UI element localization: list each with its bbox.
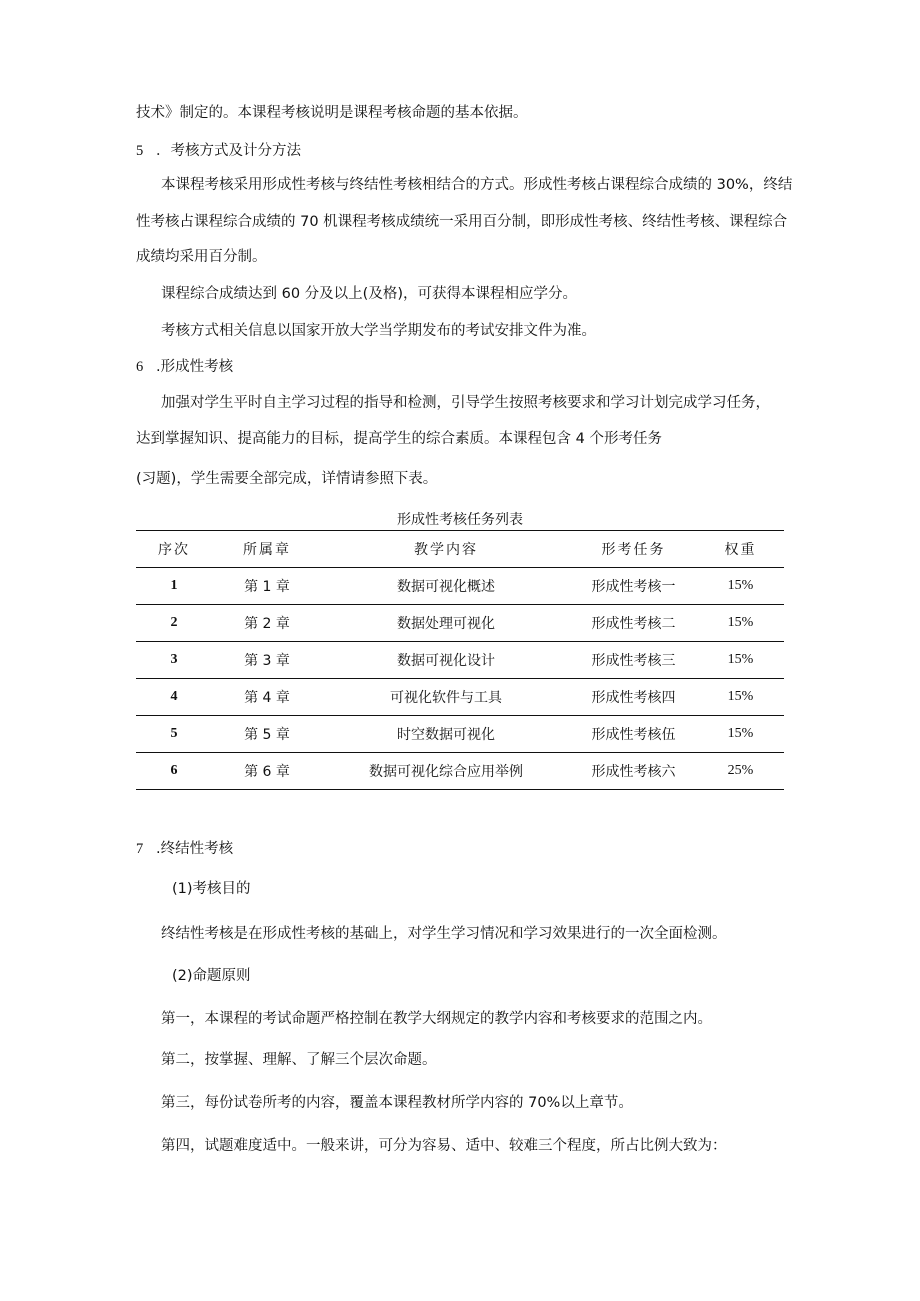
row-seq: 5	[136, 716, 212, 753]
row-chapter: 第 3 章	[212, 642, 322, 679]
table-caption: 形成性考核任务列表	[397, 512, 523, 528]
section6-number: 6	[136, 359, 144, 375]
row-weight: 15%	[697, 679, 784, 716]
section5-heading	[136, 141, 301, 161]
section5-para2: 课程综合成绩达到 60 分及以上(及格)，可获得本课程相应学分。	[161, 286, 577, 302]
row-task: 形成性考核一	[570, 568, 697, 605]
section5-para1-line2: 性考核占课程综合成绩的 70 机课程考核成绩统一采用百分制，即形成性考核、终结性考核、课程综合	[136, 214, 788, 230]
row-weight: 15%	[697, 568, 784, 605]
header-chapter: 所属章	[212, 531, 322, 568]
header-content: 教学内容	[322, 531, 570, 568]
row-chapter: 第 2 章	[212, 605, 322, 642]
table-row	[136, 716, 784, 753]
section7-heading	[136, 839, 233, 859]
principle-2: 第二，按掌握、理解、了解三个层次命题。	[161, 1052, 437, 1068]
row-content: 可视化软件与工具	[322, 679, 570, 716]
row-weight: 15%	[697, 605, 784, 642]
section7-sub1-title: (1)考核目的	[172, 881, 251, 897]
section7-number: 7	[136, 841, 144, 857]
header-seq: 序次	[136, 531, 212, 568]
header-weight: 权重	[697, 531, 784, 568]
section5-number: 5	[136, 143, 144, 159]
table-row	[136, 605, 784, 642]
principle-3: 第三，每份试卷所考的内容，覆盖本课程教材所学内容的 70%以上章节。	[161, 1095, 633, 1111]
section7-sub1-text: 终结性考核是在形成性考核的基础上，对学生学习情况和学习效果进行的一次全面检测。	[161, 926, 727, 942]
row-task: 形成性考核二	[570, 605, 697, 642]
row-weight: 25%	[727, 763, 754, 778]
row-chapter: 第 5 章	[212, 716, 322, 753]
table-row	[136, 642, 784, 679]
row-task: 形成性考核四	[570, 679, 697, 716]
section7-title: .终结性考核	[156, 841, 234, 857]
row-seq: 4	[136, 679, 212, 716]
row-content: 时空数据可视化	[322, 716, 570, 753]
row-chapter: 第 6 章	[244, 764, 290, 780]
row-seq: 1	[136, 568, 212, 605]
row-task: 形成性考核伍	[570, 716, 697, 753]
row-content: 数据可视化综合应用举例	[369, 764, 523, 780]
row-seq: 3	[136, 642, 212, 679]
row-seq: 2	[136, 605, 212, 642]
row-task: 形成性考核六	[591, 764, 676, 780]
table-row	[136, 679, 784, 716]
row-content: 数据可视化概述	[322, 568, 570, 605]
row-content: 数据可视化设计	[322, 642, 570, 679]
formative-task-table	[136, 530, 784, 790]
row-weight: 15%	[697, 716, 784, 753]
section5-title: ．考核方式及计分方法	[156, 143, 301, 159]
row-chapter: 第 4 章	[212, 679, 322, 716]
row-weight: 15%	[697, 642, 784, 679]
section6-para1-line2: 达到掌握知识、提高能力的目标，提高学生的综合素质。本课程包含 4 个形考任务	[136, 431, 662, 447]
section5-para1-line3: 成绩均采用百分制。	[136, 249, 267, 265]
section5-para1-line1: 本课程考核采用形成性考核与终结性考核相结合的方式。形成性考核占课程综合成绩的 30%，终结	[161, 177, 793, 193]
row-seq: 6	[170, 763, 178, 778]
section6-heading	[136, 357, 233, 377]
section6-title: .形成性考核	[156, 359, 234, 375]
section7-sub2-title: (2)命题原则	[172, 968, 251, 984]
table-row	[136, 753, 784, 790]
row-chapter: 第 1 章	[212, 568, 322, 605]
header-task: 形考任务	[570, 531, 697, 568]
principle-4: 第四，试题难度适中。一般来讲，可分为容易、适中、较难三个程度，所占比例大致为：	[161, 1138, 727, 1154]
table-row	[136, 568, 784, 605]
row-task: 形成性考核三	[570, 642, 697, 679]
row-content: 数据处理可视化	[322, 605, 570, 642]
principle-1: 第一，本课程的考试命题严格控制在教学大纲规定的教学内容和考核要求的范围之内。	[161, 1011, 712, 1027]
section5-para3: 考核方式相关信息以国家开放大学当学期发布的考试安排文件为准。	[161, 323, 596, 339]
intro-tail-text: 技术》制定的。本课程考核说明是课程考核命题的基本依据。	[136, 105, 528, 121]
section6-para1-line1: 加强对学生平时自主学习过程的指导和检测，引导学生按照考核要求和学习计划完成学习任务，	[161, 395, 770, 411]
section6-para1-line3: (习题)，学生需要全部完成，详情请参照下表。	[136, 471, 438, 487]
table-header-row	[136, 531, 784, 568]
